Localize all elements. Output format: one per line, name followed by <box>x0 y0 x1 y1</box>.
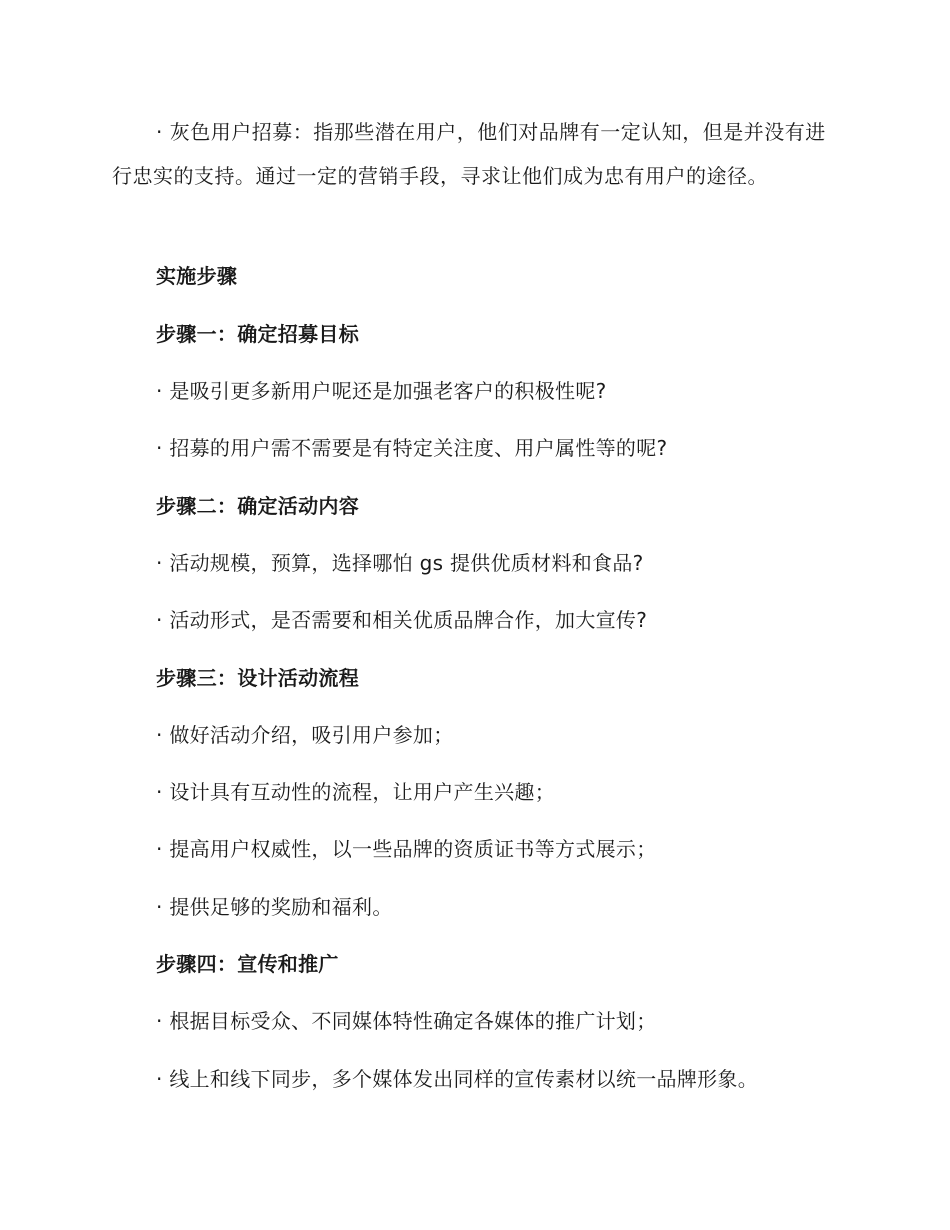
list-item: · 提供足够的奖励和福利。 <box>156 895 393 919</box>
list-item: · 线上和线下同步，多个媒体发出同样的宣传素材以统一品牌形象。 <box>156 1067 759 1091</box>
step1-title: 步骤一：确定招募目标 <box>156 322 359 346</box>
list-item: · 设计具有互动性的流程，让用户产生兴趣； <box>156 780 556 804</box>
list-item: · 提高用户权威性，以一些品牌的资质证书等方式展示； <box>156 837 657 861</box>
list-item: · 根据目标受众、不同媒体特性确定各媒体的推广计划； <box>156 1009 657 1033</box>
intro-paragraph: · 灰色用户招募：指那些潜在用户，他们对品牌有一定认知，但是并没有进行忠实的支持。通过一定的营销手段，寻求让他们成为忠有用户的途径。 <box>112 120 826 188</box>
list-item: · 活动形式，是否需要和相关优质品牌合作，加大宣传? <box>156 608 648 632</box>
step4-title: 步骤四：宣传和推广 <box>156 952 339 976</box>
list-item: · 招募的用户需不需要是有特定关注度、用户属性等的呢? <box>156 436 668 460</box>
list-item: · 活动规模，预算，选择哪怕 gs 提供优质材料和食品? <box>156 551 644 575</box>
list-item: · 做好活动介绍，吸引用户参加； <box>156 723 454 747</box>
step2-title: 步骤二：确定活动内容 <box>156 494 359 518</box>
list-item: · 是吸引更多新用户呢还是加强老客户的积极性呢? <box>156 379 607 403</box>
section-title: 实施步骤 <box>156 264 238 288</box>
step3-title: 步骤三：设计活动流程 <box>156 666 359 690</box>
